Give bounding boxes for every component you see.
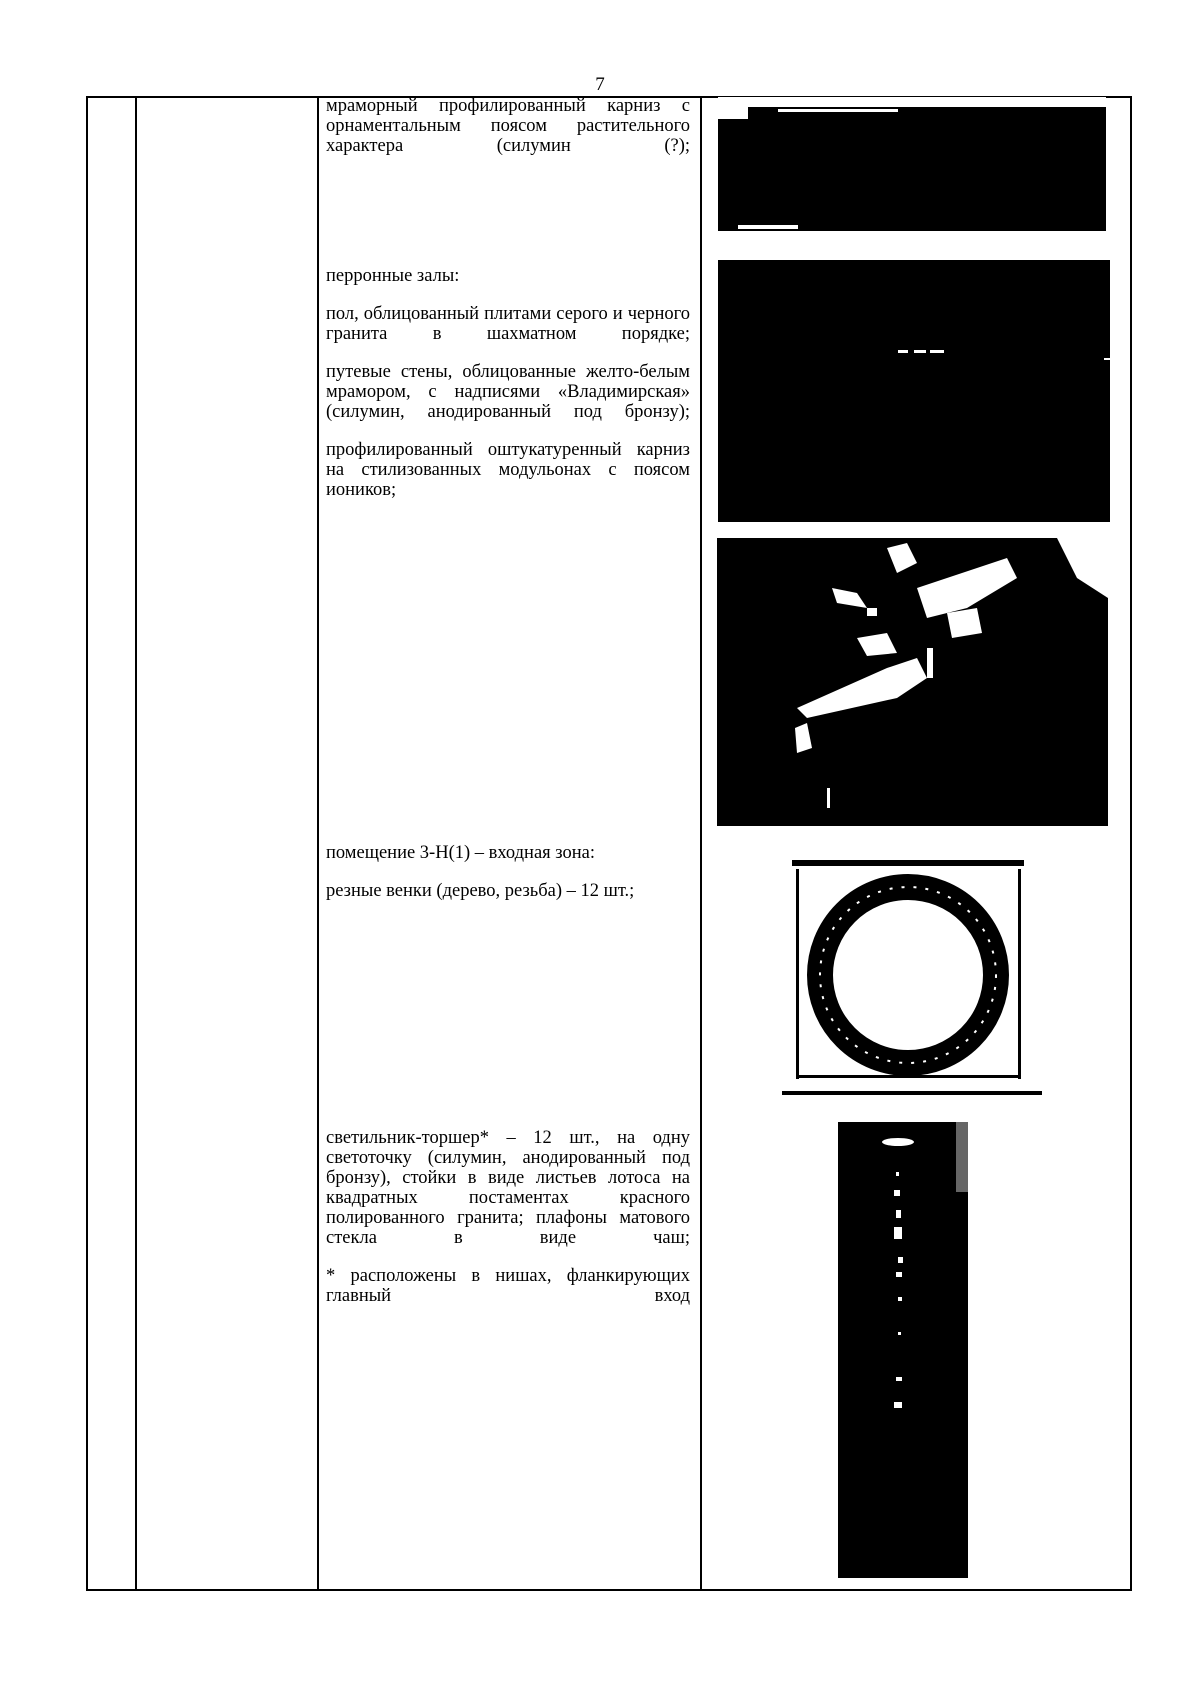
page-number: 7: [595, 74, 605, 95]
entry-room-entrance: [326, 843, 690, 901]
entry-paragraph: путевые стены, облицованные желто-белым мрамором, с надписями «Владимирская» (силумин, анодированный под бронзу);: [326, 362, 690, 422]
column-divider-3: [700, 98, 702, 1589]
entry-paragraph: светильник-торшер* – 12 шт., на одну светоточку (силумин, анодированный под бронзу), стойки в виде листьев лотоса на квадратных постаментах красного полированного гранита; плафоны матового стекла в виде чаш;: [326, 1128, 690, 1248]
photo-floor-lamp: [838, 1122, 984, 1578]
entry-platform-halls: [326, 266, 690, 500]
section-heading: помещение 3-Н(1) – входная зона:: [326, 843, 596, 863]
entry-paragraph: пол, облицованный плитами серого и черного гранита в шахматном порядке;: [326, 304, 690, 344]
entry-cornice-marble: [326, 96, 690, 156]
column-divider-1: [135, 98, 137, 1589]
photo-cornice-modillions: [717, 538, 1108, 826]
entry-paragraph: мраморный профилированный карниз с орнаментальным поясом растительного характера (силумин (?);: [326, 96, 690, 156]
photo-cornice: [718, 97, 1106, 241]
entry-paragraph: * расположены в нишах, фланкирующих главный вход: [326, 1266, 690, 1306]
photo-platform-hall: [718, 260, 1110, 522]
entry-floor-lamp: [326, 1128, 690, 1306]
column-divider-2: [317, 98, 319, 1589]
photo-carved-wreath: [782, 855, 1042, 1095]
entry-paragraph: резные венки (дерево, резьба) – 12 шт.;: [326, 881, 635, 901]
entry-paragraph: профилированный оштукатуренный карниз на стилизованных модульонах с поясом иоников;: [326, 440, 690, 500]
section-heading: перронные залы:: [326, 266, 460, 286]
